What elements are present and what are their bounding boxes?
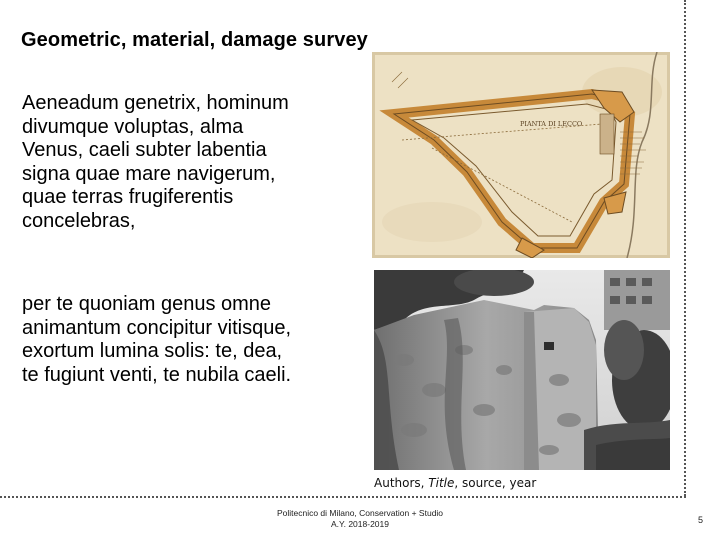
body-paragraph-1: Aeneadum genetrix, hominum divumque voluptas, alma Venus, caeli subter labentia signa quae mare navigerum, quae terras frugiferentis concelebras, [22, 92, 289, 232]
wall-photo-drawing [374, 270, 670, 470]
caption-authors: Authors, [374, 476, 429, 490]
slide-title: Geometric, material, damage survey [21, 29, 368, 51]
historic-map-image [372, 52, 670, 258]
caption-source-year: , source, year [454, 476, 537, 490]
footer-academic-year: A.Y. 2018-2019 [331, 519, 389, 529]
page-number: 5 [698, 515, 704, 525]
caption-title: Title [428, 476, 455, 490]
right-dotted-divider [684, 0, 686, 496]
image-caption [374, 476, 536, 490]
historic-map-drawing [372, 52, 670, 258]
footer [240, 508, 480, 530]
map-label: PIANTA DI LECCO [520, 120, 583, 128]
footer-institution: Politecnico di Milano, Conservation + Studio [276, 508, 444, 518]
body-paragraph-2: per te quoniam genus omne animantum concipitur vitisque, exortum lumina solis: te, dea, te fugiunt venti, te nubila caeli. [22, 293, 292, 386]
bottom-dotted-divider [0, 496, 686, 498]
wall-photo-image [374, 270, 670, 470]
